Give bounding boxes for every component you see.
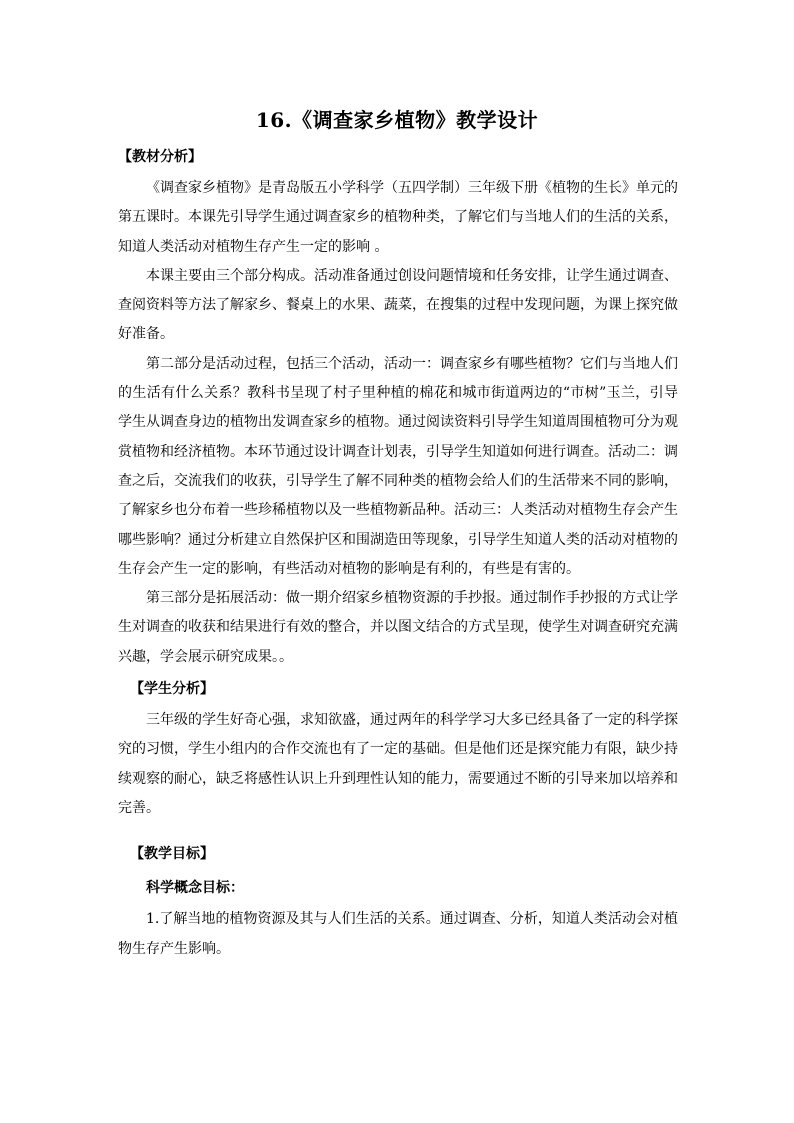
section-heading: 【教学目标】 [130, 846, 214, 863]
paragraph: 第三部分是拓展活动：做一期介绍家乡植物资源的手抄报。通过制作手抄报的方式让学生对调查的收获和结果进行有效的整合，并以图文结合的方式呈现，使学生对调查研究充满兴趣，学会展示研究成果。。 [118, 590, 678, 665]
section-heading: 【学生分析】 [130, 681, 214, 698]
paragraph: 1.了解当地的植物资源及其与人们生活的关系。通过调查、分析，知道人类活动会对植物生存产生影响。 [118, 911, 678, 957]
section-teaching-goals [118, 823, 678, 964]
paragraph: 《调查家乡植物》是青岛版五小学科学（五四学制）三年级下册《植物的生长》单元的第五课时。本课先引导学生通过调查家乡的植物种类，了解它们与当地人们的生活的关系，知道人类活动对植物生存产生一定的影响 。 [118, 180, 678, 255]
subsection-heading: 科学概念目标： [146, 880, 244, 897]
section-textbook-analysis [118, 146, 678, 672]
paragraph: 本课主要由三个部分构成。活动准备通过创设问题情境和任务安排，让学生通过调查、查阅资料等方法了解家乡、餐桌上的水果、蔬菜，在搜集的过程中发现问题，为课上探究做好准备。 [118, 267, 678, 343]
section-heading: 【教材分析】 [118, 149, 202, 165]
document-title: 16.《调查家乡植物》教学设计 [255, 108, 539, 132]
document-body [118, 146, 678, 964]
paragraph: 第二部分是活动过程，包括三个活动，活动一：调查家乡有哪些植物？它们与当地人们的生活有什么关系？教科书呈现了村子里种植的棉花和城市街道两边的“市树”玉兰，引导学生从调查身边的植物出发调查家乡的植物。通过阅读资料引导学生知道周围植物可分为观赏植物和经济植物。本环节通过设计调查计划表，引导学生知道如何进行调查。活动二：调查之后，交流我们的收获，引导学生了解不同种类的植物会给人们的生活带来不同的影响，了解家乡也分布着一些珍稀植物以及一些植物新品种。活动三：人类活动对植物生存会产生哪些影响？通过分析建立自然保护区和围湖造田等现象，引导学生知道人类的活动对植物的生存会产生一定的影响，有些活动对植物的影响是有利的，有些是有害的。 [118, 355, 678, 577]
section-student-analysis [118, 672, 678, 823]
paragraph: 三年级的学生好奇心强，求知欲盛，通过两年的科学学习大多已经具备了一定的科学探究的习惯，学生小组内的合作交流也有了一定的基础。但是他们还是探究能力有限，缺少持续观察的耐心，缺乏将感性认识上升到理性认知的能力，需要通过不断的引导来加以培养和完善。 [118, 712, 678, 816]
